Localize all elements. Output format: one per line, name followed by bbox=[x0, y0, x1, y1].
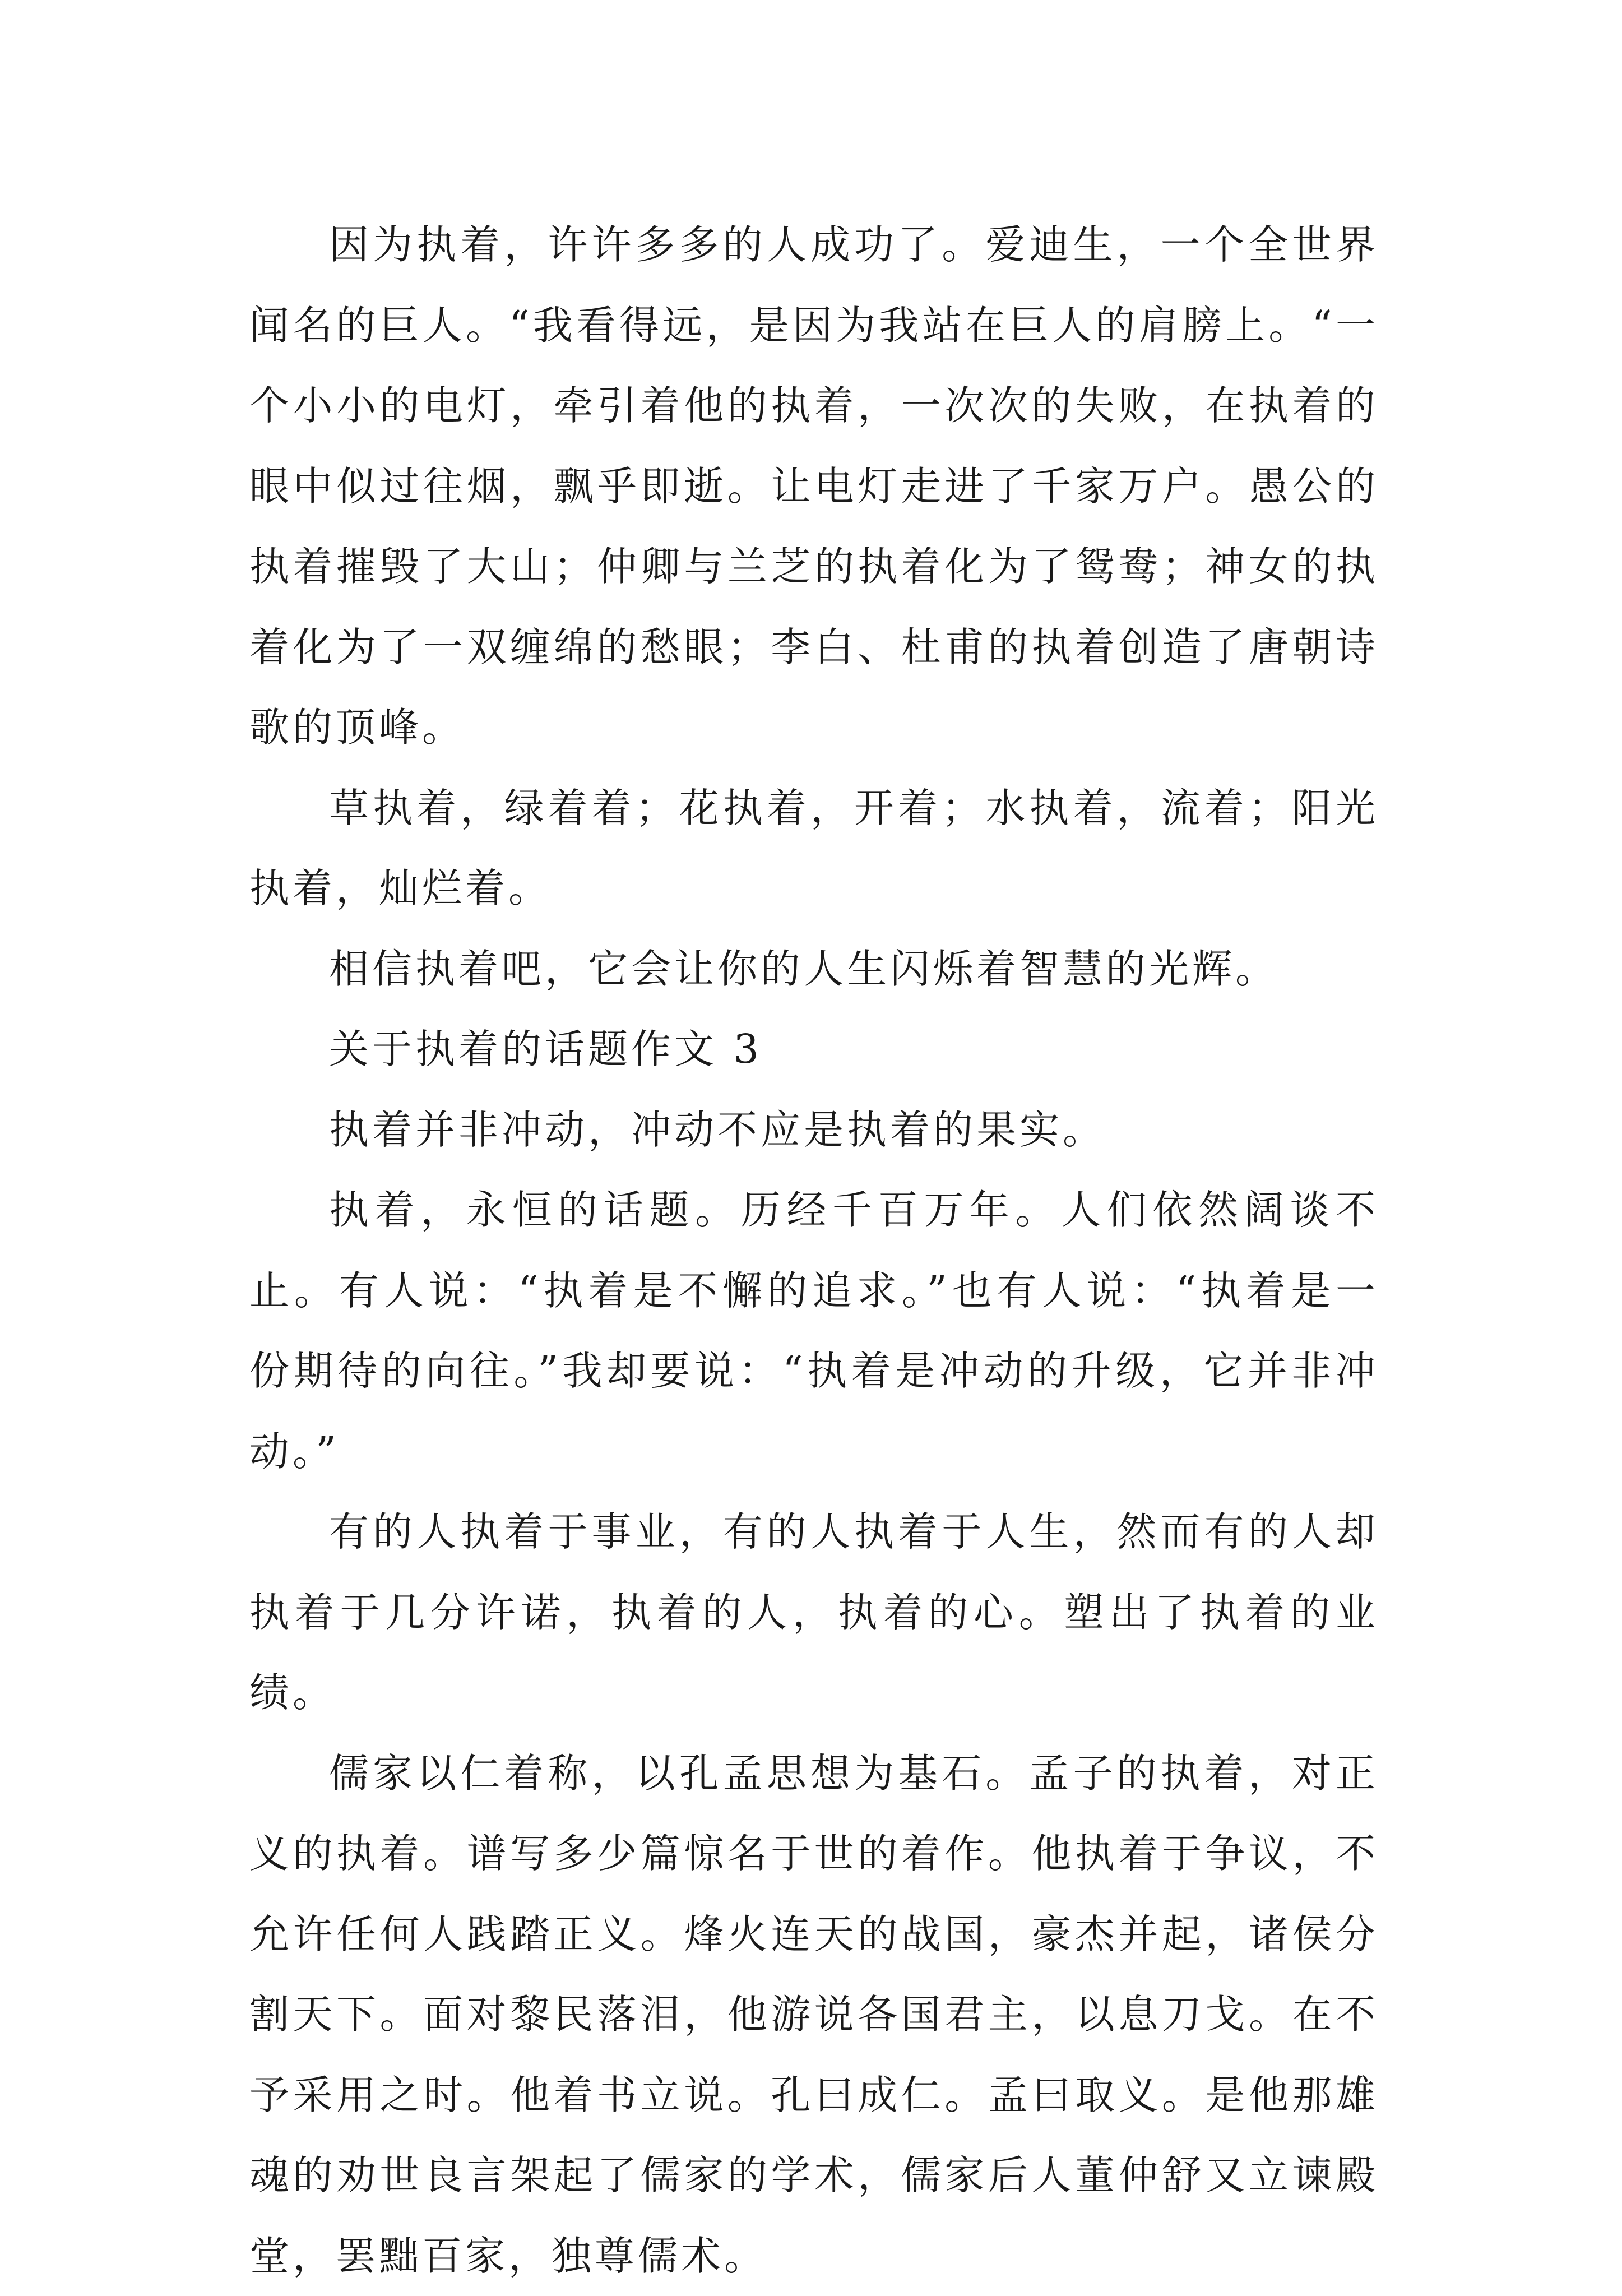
section-heading: 关于执着的话题作文 3 bbox=[249, 1009, 1379, 1090]
paragraph-eternal-topic: 执着，永恒的话题。历经千百万年。人们依然阔谈不止。有人说：“执着是不懈的追求。”也有人说：“执着是一份期待的向往。”我却要说：“执着是冲动的升级，它并非冲动。” bbox=[249, 1170, 1379, 1492]
paragraph-career-life: 有的人执着于事业，有的人执着于人生，然而有的人却执着于几分许诺，执着的人，执着的心。塑出了执着的业绩。 bbox=[249, 1492, 1379, 1733]
paragraph-believe: 相信执着吧，它会让你的人生闪烁着智慧的光辉。 bbox=[249, 929, 1379, 1010]
paragraph-nature: 草执着，绿着着；花执着，开着；水执着，流着；阳光执着，灿烂着。 bbox=[249, 768, 1379, 929]
paragraph-thesis: 执着并非冲动，冲动不应是执着的果实。 bbox=[249, 1090, 1379, 1170]
paragraph-edison: 因为执着，许许多多的人成功了。爱迪生，一个全世界闻名的巨人。“我看得远，是因为我站在巨人的肩膀上。“一个小小的电灯，牵引着他的执着，一次次的失败，在执着的眼中似过往烟，飘乎即逝。让电灯走进了千家万户。愚公的执着摧毁了大山；仲卿与兰芝的执着化为了鸳鸯；神女的执着化为了一双缠绵的愁眼；李白、杜甫的执着创造了唐朝诗歌的顶峰。 bbox=[249, 205, 1379, 768]
paragraph-confucianism: 儒家以仁着称，以孔孟思想为基石。孟子的执着，对正义的执着。谱写多少篇惊名于世的着作。他执着于争议，不允许任何人践踏正义。烽火连天的战国，豪杰并起，诸侯分割天下。面对黎民落泪，他游说各国君主，以息刀戈。在不予采用之时。他着书立说。孔曰成仁。孟曰取义。是他那雄魂的劝世良言架起了儒家的学术，儒家后人董仲舒又立谏殿堂，罢黜百家，独尊儒术。 bbox=[249, 1733, 1379, 2296]
document-body bbox=[249, 205, 1379, 2296]
